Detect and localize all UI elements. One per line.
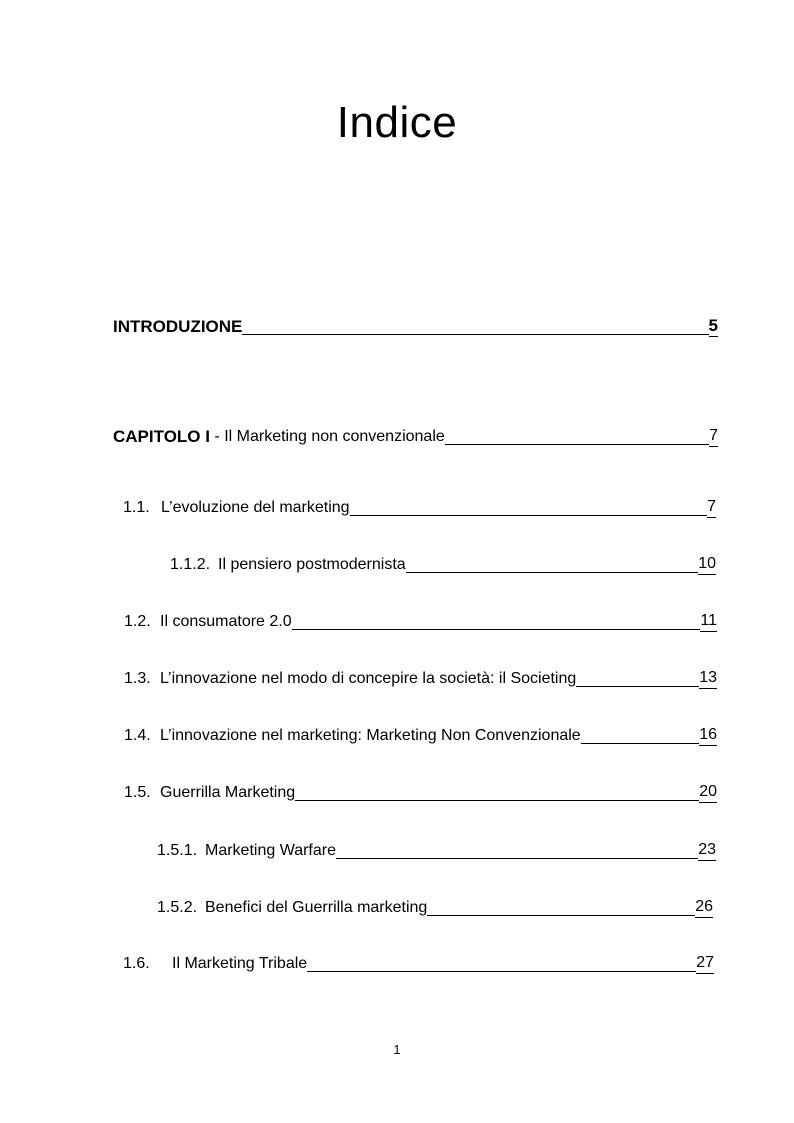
toc-section-number: 1.2. bbox=[124, 613, 151, 630]
page-number-footer: 1 bbox=[393, 1042, 401, 1057]
toc-chapter-label: CAPITOLO I bbox=[113, 427, 210, 446]
toc-label: L’innovazione nel modo di concepire la società: il Societing bbox=[160, 670, 577, 687]
toc-page-number: 5 bbox=[708, 316, 718, 335]
toc-section-number: 1.6. bbox=[123, 955, 150, 972]
toc-section-number: 1.3. bbox=[124, 670, 151, 687]
toc-section-number: 1.5.1. bbox=[157, 842, 198, 859]
toc-entry-1-5-1[interactable] bbox=[157, 840, 716, 861]
toc-label: Marketing Warfare bbox=[205, 842, 336, 859]
toc-section-number: 1.1.2. bbox=[170, 556, 211, 573]
toc-entry-1-6[interactable] bbox=[123, 953, 714, 974]
toc-page-number: 13 bbox=[699, 668, 717, 689]
toc-label: Il Marketing Tribale bbox=[172, 955, 308, 972]
toc-entry-1-5-2[interactable] bbox=[157, 897, 713, 918]
page-title: Indice bbox=[336, 98, 458, 147]
toc-entry-1-1-2[interactable] bbox=[170, 554, 716, 575]
toc-entry-1-5[interactable] bbox=[124, 782, 717, 803]
toc-page-number: 26 bbox=[695, 897, 713, 918]
toc-leader-line bbox=[295, 800, 699, 801]
toc-section-number: 1.4. bbox=[124, 727, 151, 744]
toc-leader-line bbox=[406, 572, 699, 573]
toc-label: INTRODUZIONE bbox=[113, 317, 243, 336]
toc-page-number: 27 bbox=[696, 953, 714, 974]
toc-page-number: 10 bbox=[698, 554, 716, 575]
toc-leader-line bbox=[336, 858, 698, 859]
toc-page-number: 20 bbox=[699, 782, 717, 803]
toc-label: Benefici del Guerrilla marketing bbox=[205, 899, 428, 916]
toc-label: Il consumatore 2.0 bbox=[160, 613, 292, 630]
toc-section-number: 1.1. bbox=[123, 499, 150, 516]
toc-entry-1-3[interactable] bbox=[124, 668, 717, 689]
toc-leader-line bbox=[350, 515, 708, 516]
toc-entry-capitolo-1[interactable] bbox=[113, 426, 718, 447]
toc-section-number: 1.5. bbox=[124, 784, 151, 801]
toc-page-number: 23 bbox=[698, 840, 716, 861]
toc-page-number: 7 bbox=[709, 426, 718, 447]
toc-label: L’evoluzione del marketing bbox=[161, 499, 350, 516]
toc-entry-introduzione[interactable] bbox=[113, 316, 718, 337]
toc-page-number: 11 bbox=[700, 611, 717, 632]
toc-leader-line bbox=[242, 334, 708, 335]
toc-label: L’innovazione nel marketing: Marketing Non Convenzionale bbox=[160, 727, 581, 744]
toc-leader-line bbox=[581, 743, 700, 744]
toc-page-number: 16 bbox=[699, 725, 717, 746]
toc-label: Guerrilla Marketing bbox=[160, 784, 296, 801]
toc-section-number: 1.5.2. bbox=[157, 899, 198, 916]
toc-leader-line bbox=[576, 686, 699, 687]
toc-leader-line bbox=[307, 971, 696, 972]
toc-leader-line bbox=[427, 915, 695, 916]
toc-entry-1-1[interactable] bbox=[123, 497, 716, 518]
toc-leader-line bbox=[445, 444, 709, 445]
toc-leader-line bbox=[292, 629, 701, 630]
toc-entry-1-2[interactable] bbox=[124, 611, 717, 632]
toc-label: Il pensiero postmodernista bbox=[218, 556, 406, 573]
toc-entry-1-4[interactable] bbox=[124, 725, 717, 746]
toc-chapter-title: - Il Marketing non convenzionale bbox=[209, 428, 445, 445]
toc-page-number: 7 bbox=[707, 497, 716, 518]
